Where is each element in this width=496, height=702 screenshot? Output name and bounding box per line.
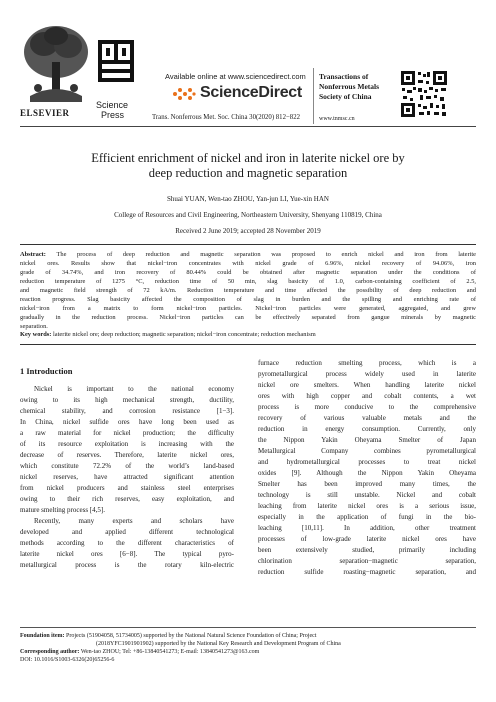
body-text-line: decrease of reserves. Therefore, laterite nickel ores, xyxy=(20,451,234,459)
body-text-line: recovery of various valuable metals and the xyxy=(258,414,476,422)
abstract-bottom-rule xyxy=(20,344,476,345)
body-text-line: especially in the application of fungi in the bio- xyxy=(258,513,476,521)
abstract-line: gradually in the reduction process. Nickel−iron particles can be effectively separated from gangue minerals by magnetic xyxy=(20,314,476,321)
body-text-line: nickel reserves, have attracted significant attention xyxy=(20,473,234,481)
keywords-label: Key words: xyxy=(20,331,52,338)
body-text-line: chlorination separation−magnetic separation, xyxy=(258,557,476,565)
abstract-line: Abstract: The process of deep reduction and magnetic separation was proposed to enrich nickel and iron from laterite xyxy=(20,251,477,258)
body-text-line: and hydrometallurgical processes to treat nickel xyxy=(258,458,476,466)
body-text-line: chemical stability, and corrosion resistance [1−3]. xyxy=(20,407,234,415)
body-text-line: of its resource exploitation is increasing with the xyxy=(20,440,234,448)
article-title-line-1: Efficient enrichment of nickel and iron in laterite nickel ore by xyxy=(91,151,405,165)
body-text-line: reduction in energy consumption. Currently, only xyxy=(258,425,476,433)
body-text-line: processes of low-grade laterite nickel ores have xyxy=(258,535,476,543)
body-text-line: a raw material for nickel production; the difficulty xyxy=(20,429,234,437)
body-text-line: process is more conducive to the comprehensive xyxy=(258,403,476,411)
affiliation: College of Resources and Civil Engineering, Northeastern University, Shenyang 110819, China xyxy=(114,211,382,219)
body-text-line: laterite nickel ores [6−8]. The typical pyro- xyxy=(20,550,234,558)
body-text-line: Metallurgical Company combines pyrometallurgical xyxy=(258,447,476,455)
body-text-line: oxides [9]. Although the Nippon Yakin Oheyama xyxy=(258,469,476,477)
author-list: Shuai YUAN, Wen-tao ZHOU, Yan-jun LI, Yue-xin HAN xyxy=(167,195,329,203)
body-text-line: owing to their rich reserves, easy exploitation, and xyxy=(20,495,234,503)
sciencedirect-dots-icon xyxy=(172,86,196,102)
body-text-line: owing to its high mechanical strength, ductility, xyxy=(20,396,234,404)
publisher-name: ELSEVIER xyxy=(20,108,70,118)
abstract-line: reduction temperature of 1275 °C, reduction time of 50 min, slag basicity of 1.0, carbon-containing coefficient of 2.5, xyxy=(20,278,476,285)
abstract-top-rule xyxy=(20,244,476,245)
science-press-logo xyxy=(98,40,134,82)
body-text-line: methods according to the different characteristics of xyxy=(20,539,234,547)
body-text-line: In China, nickel sulfide ores have long been used as xyxy=(20,418,234,426)
body-text-line: ores with high copper and cobalt contents, a wet xyxy=(258,392,476,400)
abstract-line: grade of 34.74%, and iron recovery of 80.44% could be obtained after magnetic separation under the conditions of xyxy=(20,269,476,276)
journal-name-line-2: Nonferrous Metals xyxy=(319,82,380,91)
corr-label: Corresponding author: xyxy=(20,649,80,655)
abstract-line: separation. xyxy=(20,323,48,330)
body-text-line: Recently, many experts and scholars have xyxy=(34,517,234,525)
journal-name-line-1: Transactions of xyxy=(319,72,369,81)
abstract-line: and magnetic field strength of 72 kA/m. Reduction temperature and time affected the possibility of deep reduction and xyxy=(20,287,476,294)
body-text-line: nickel ore smelters. When handling laterite nickel xyxy=(258,381,476,389)
footnote-rule xyxy=(20,627,476,628)
keywords xyxy=(20,331,316,338)
science-press-label-2: Press xyxy=(101,110,125,120)
science-press-label-1: Science xyxy=(96,100,129,110)
funding-label: Foundation item: xyxy=(20,633,65,639)
keywords-text: laterite nickel ore; deep reduction; magnetic separation; nickel−iron concentrate; reduction mechanism xyxy=(53,331,316,338)
body-text-line: which constitute 72.2% of the world’s land-based xyxy=(20,462,234,470)
article-title-line-2: deep reduction and magnetic separation xyxy=(148,166,348,180)
doi[interactable]: DOI: 10.1016/S1003-6326(20)65256-6 xyxy=(20,657,115,663)
journal-citation: Trans. Nonferrous Met. Soc. China 30(2020) 812−822 xyxy=(152,114,301,121)
body-text-line: leaching [10,11]. In addition, other treatment xyxy=(258,524,476,532)
body-text-line: been extensively studied, primarily including xyxy=(258,546,476,554)
body-text-line: technology is still unstable. Nickel and cobalt xyxy=(258,491,476,499)
sciencedirect-wordmark: ScienceDirect xyxy=(200,84,302,101)
corresponding-author: Corresponding author: Wen-tao ZHOU; Tel: +86-13840541273; E-mail: 13840541273@163.com xyxy=(20,649,260,655)
body-text-line: reduction sulfide roasting−magnetic separation, and xyxy=(258,568,476,576)
journal-url[interactable]: www.tnmsc.cn xyxy=(319,116,355,122)
body-text-line: Smelter has been improved many times, the xyxy=(258,480,476,488)
body-text-line: Nickel is important to the national economy xyxy=(34,385,234,393)
section-heading: 1 Introduction xyxy=(20,366,73,376)
available-online-text: Available online at www.sciencedirect.com xyxy=(165,72,306,81)
abstract-line: nickel ores. Results show that nickel−iron concentrates with nickel grade of 6.96%, nickel recovery of 94.06%, iron xyxy=(20,260,476,267)
body-text-line: leaching from laterite nickel ores is a serious issue, xyxy=(258,502,476,510)
received-dates: Received 2 June 2019; accepted 28 November 2019 xyxy=(175,227,321,235)
body-text-line: metallurgical process is the rotary kiln-electric xyxy=(20,561,234,569)
abstract-line: reaction progress. Slag basicity affected the composition of slag in burden and the spilling and enriching rate of xyxy=(20,296,476,303)
header-divider xyxy=(20,126,476,127)
body-text-line: furnace reduction smelting process, which is a xyxy=(258,359,476,367)
elsevier-tree-logo xyxy=(20,22,92,104)
funding-note-continued: (2018YFC1901901902) supported by the National Key Research and Development Program of China xyxy=(96,641,341,647)
body-text-line: pyrometallurgical process widely used in laterite xyxy=(258,370,476,378)
journal-name-line-3: Society of China xyxy=(319,92,372,101)
funding-note: Foundation item: Projects (51904058, 51734005) supported by the National Natural Science Foundation of China; Project xyxy=(20,633,317,639)
qr-code-icon xyxy=(400,70,448,118)
abstract-label: Abstract: xyxy=(20,251,46,258)
abstract-line: nickel−iron from a matrix to form nickel−iron particles. Nickel−iron particles were generated, aggregated, and grew xyxy=(20,305,476,312)
body-text-line: the Nippon Yakin Oheyama Smelter of Japan xyxy=(258,436,476,444)
body-text-line: developed and applied different technological xyxy=(20,528,234,536)
body-text-line: mature smelting process [4,5]. xyxy=(20,506,105,514)
body-text-line: from nickel producers and stainless steel enterprises xyxy=(20,484,234,492)
